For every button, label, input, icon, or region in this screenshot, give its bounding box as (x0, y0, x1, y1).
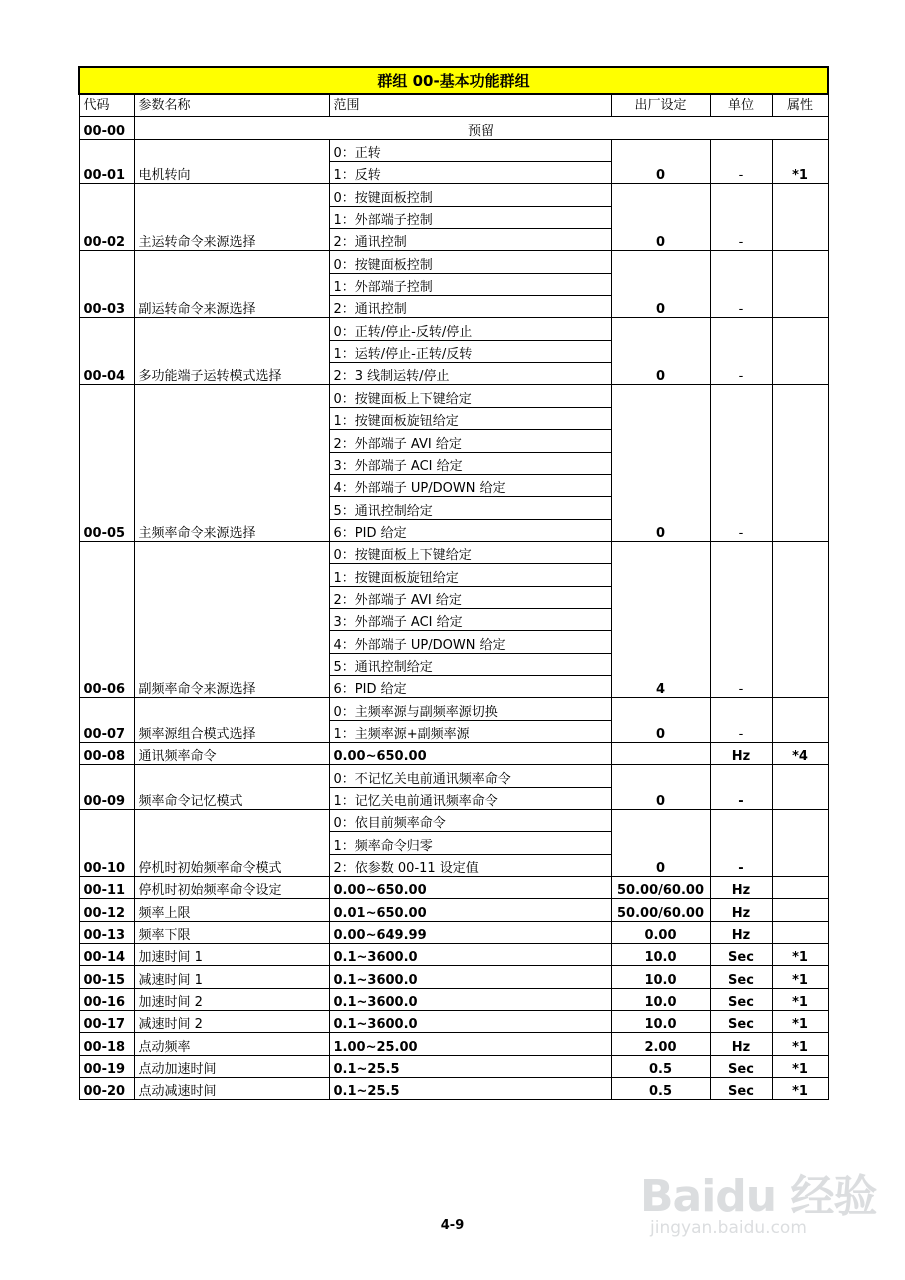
default-value: 0 (611, 251, 710, 318)
page-number: 4-9 (440, 1218, 465, 1233)
attr-value (772, 385, 828, 541)
range-option: 0.1~3600.0 (329, 988, 611, 1010)
range-option: 1：反转 (329, 162, 611, 184)
table-row (79, 318, 828, 340)
range-option: 0.1~25.5 (329, 1078, 611, 1100)
attr-value: *1 (772, 139, 828, 184)
unit-value: - (710, 251, 772, 318)
param-name: 加速时间 1 (134, 944, 329, 966)
table-title-row (79, 67, 828, 94)
header-range: 范围 (329, 94, 611, 117)
param-code: 00-06 (79, 541, 134, 697)
param-name: 减速时间 2 (134, 1011, 329, 1033)
unit-value: Hz (710, 742, 772, 764)
header-default: 出厂设定 (611, 94, 710, 117)
range-option: 1：主频率源+副频率源 (329, 720, 611, 742)
range-option: 1.00~25.00 (329, 1033, 611, 1055)
param-code: 00-17 (79, 1011, 134, 1033)
param-code: 00-04 (79, 318, 134, 385)
param-name: 点动加速时间 (134, 1055, 329, 1077)
range-option: 5：通讯控制给定 (329, 497, 611, 519)
default-value: 0.5 (611, 1055, 710, 1077)
unit-value: - (710, 765, 772, 810)
param-name: 主频率命令来源选择 (134, 385, 329, 541)
param-code: 00-14 (79, 944, 134, 966)
param-code: 00-19 (79, 1055, 134, 1077)
unit-value: - (710, 318, 772, 385)
param-code: 00-03 (79, 251, 134, 318)
param-name: 主运转命令来源选择 (134, 184, 329, 251)
unit-value: Sec (710, 1078, 772, 1100)
range-option: 1：频率命令归零 (329, 832, 611, 854)
table-row (79, 810, 828, 832)
header-row (79, 94, 828, 117)
attr-value: *1 (772, 1033, 828, 1055)
table-row (79, 184, 828, 206)
attr-value (772, 318, 828, 385)
param-name: 减速时间 1 (134, 966, 329, 988)
param-code: 00-12 (79, 899, 134, 921)
unit-value: Hz (710, 921, 772, 943)
attr-value (772, 765, 828, 810)
unit-value: - (710, 184, 772, 251)
range-option: 0.00~650.00 (329, 877, 611, 899)
param-code: 00-05 (79, 385, 134, 541)
table-row (79, 988, 828, 1010)
default-value: 4 (611, 541, 710, 697)
param-name: 频率源组合模式选择 (134, 698, 329, 743)
watermark-logo: Baidu 经验 (640, 1171, 877, 1222)
default-value: 10.0 (611, 1011, 710, 1033)
attr-value (772, 251, 828, 318)
range-option: 2：外部端子 AVI 给定 (329, 430, 611, 452)
unit-value: Sec (710, 966, 772, 988)
table-row (79, 1055, 828, 1077)
range-option: 0.1~25.5 (329, 1055, 611, 1077)
range-option: 2：通讯控制 (329, 229, 611, 251)
param-code: 00-08 (79, 742, 134, 764)
param-code: 00-02 (79, 184, 134, 251)
attr-value: *1 (772, 1055, 828, 1077)
reserved-text: 预留 (134, 117, 828, 139)
default-value: 0 (611, 385, 710, 541)
unit-value: - (710, 541, 772, 697)
watermark-url: jingyan.baidu.com (650, 1218, 807, 1238)
range-option: 0.1~3600.0 (329, 966, 611, 988)
attr-value (772, 899, 828, 921)
range-option: 6：PID 给定 (329, 519, 611, 541)
table-title: 群组 00-基本功能群组 (79, 67, 828, 94)
table-row (79, 921, 828, 943)
table-row (79, 899, 828, 921)
default-value: 0 (611, 810, 710, 877)
param-code: 00-07 (79, 698, 134, 743)
range-option: 1：记忆关电前通讯频率命令 (329, 787, 611, 809)
range-option: 0：依目前频率命令 (329, 810, 611, 832)
range-option: 0：正转/停止-反转/停止 (329, 318, 611, 340)
range-option: 0.01~650.00 (329, 899, 611, 921)
range-option: 6：PID 给定 (329, 675, 611, 697)
unit-value: - (710, 385, 772, 541)
default-value: 50.00/60.00 (611, 899, 710, 921)
param-code: 00-00 (79, 117, 134, 139)
unit-value: Sec (710, 944, 772, 966)
param-name: 电机转向 (134, 139, 329, 184)
range-option: 1：外部端子控制 (329, 273, 611, 295)
param-code: 00-15 (79, 966, 134, 988)
unit-value: Sec (710, 1055, 772, 1077)
range-option: 1：按键面板旋钮给定 (329, 407, 611, 429)
range-option: 2：外部端子 AVI 给定 (329, 586, 611, 608)
default-value: 2.00 (611, 1033, 710, 1055)
range-option: 5：通讯控制给定 (329, 653, 611, 675)
param-name: 副频率命令来源选择 (134, 541, 329, 697)
range-option: 0.00~650.00 (329, 742, 611, 764)
range-option: 3：外部端子 ACI 给定 (329, 608, 611, 630)
unit-value: Sec (710, 988, 772, 1010)
param-name: 通讯频率命令 (134, 742, 329, 764)
range-option: 1：按键面板旋钮给定 (329, 564, 611, 586)
param-code: 00-16 (79, 988, 134, 1010)
unit-value: Hz (710, 1033, 772, 1055)
unit-value: - (710, 810, 772, 877)
param-code: 00-01 (79, 139, 134, 184)
unit-value: - (710, 698, 772, 743)
range-option: 1：外部端子控制 (329, 206, 611, 228)
default-value: 0 (611, 139, 710, 184)
default-value: 10.0 (611, 988, 710, 1010)
parameter-table-body (79, 67, 828, 1100)
header-attr: 属性 (772, 94, 828, 117)
attr-value: *1 (772, 1011, 828, 1033)
attr-value: *1 (772, 988, 828, 1010)
range-option: 2：依参数 00-11 设定值 (329, 854, 611, 876)
default-value: 0.5 (611, 1078, 710, 1100)
param-name: 频率下限 (134, 921, 329, 943)
range-option: 0：按键面板上下键给定 (329, 385, 611, 407)
attr-value (772, 877, 828, 899)
default-value: 0 (611, 765, 710, 810)
header-unit: 单位 (710, 94, 772, 117)
attr-value (772, 184, 828, 251)
table-row (79, 742, 828, 764)
param-name: 多功能端子运转模式选择 (134, 318, 329, 385)
unit-value: - (710, 139, 772, 184)
attr-value: *1 (772, 1078, 828, 1100)
default-value (611, 742, 710, 764)
param-name: 停机时初始频率命令设定 (134, 877, 329, 899)
default-value: 0 (611, 318, 710, 385)
range-option: 0：不记忆关电前通讯频率命令 (329, 765, 611, 787)
param-name: 副运转命令来源选择 (134, 251, 329, 318)
range-option: 2：3 线制运转/停止 (329, 363, 611, 385)
attr-value: *4 (772, 742, 828, 764)
header-code: 代码 (79, 94, 134, 117)
unit-value: Sec (710, 1011, 772, 1033)
param-code: 00-09 (79, 765, 134, 810)
param-code: 00-11 (79, 877, 134, 899)
attr-value: *1 (772, 944, 828, 966)
table-row (79, 1033, 828, 1055)
default-value: 10.0 (611, 966, 710, 988)
range-option: 4：外部端子 UP/DOWN 给定 (329, 474, 611, 496)
baidu-watermark (640, 1140, 880, 1240)
param-code: 00-13 (79, 921, 134, 943)
range-option: 2：通讯控制 (329, 296, 611, 318)
table-row (79, 765, 828, 787)
param-name: 停机时初始频率命令模式 (134, 810, 329, 877)
default-value: 0 (611, 184, 710, 251)
range-option: 0.1~3600.0 (329, 1011, 611, 1033)
param-code: 00-18 (79, 1033, 134, 1055)
table-row (79, 1011, 828, 1033)
param-code: 00-10 (79, 810, 134, 877)
table-row (79, 966, 828, 988)
range-option: 1：运转/停止-正转/反转 (329, 340, 611, 362)
param-name: 频率命令记忆模式 (134, 765, 329, 810)
range-option: 0：正转 (329, 139, 611, 161)
table-row (79, 944, 828, 966)
attr-value (772, 921, 828, 943)
table-row (79, 139, 828, 161)
range-option: 0.1~3600.0 (329, 944, 611, 966)
param-code: 00-20 (79, 1078, 134, 1100)
table-row (79, 385, 828, 407)
attr-value (772, 541, 828, 697)
unit-value: Hz (710, 877, 772, 899)
range-option: 0.00~649.99 (329, 921, 611, 943)
range-option: 0：按键面板上下键给定 (329, 541, 611, 563)
default-value: 0.00 (611, 921, 710, 943)
default-value: 10.0 (611, 944, 710, 966)
attr-value (772, 698, 828, 743)
range-option: 0：主频率源与副频率源切换 (329, 698, 611, 720)
table-row (79, 698, 828, 720)
header-name: 参数名称 (134, 94, 329, 117)
range-option: 0：按键面板控制 (329, 184, 611, 206)
param-name: 加速时间 2 (134, 988, 329, 1010)
param-name: 点动减速时间 (134, 1078, 329, 1100)
attr-value (772, 810, 828, 877)
range-option: 3：外部端子 ACI 给定 (329, 452, 611, 474)
table-row (79, 1078, 828, 1100)
reserved-row (79, 117, 828, 139)
range-option: 0：按键面板控制 (329, 251, 611, 273)
default-value: 50.00/60.00 (611, 877, 710, 899)
table-row (79, 251, 828, 273)
attr-value: *1 (772, 966, 828, 988)
unit-value: Hz (710, 899, 772, 921)
param-name: 频率上限 (134, 899, 329, 921)
parameter-table (78, 66, 829, 1100)
table-row (79, 877, 828, 899)
default-value: 0 (611, 698, 710, 743)
param-name: 点动频率 (134, 1033, 329, 1055)
table-row (79, 541, 828, 563)
range-option: 4：外部端子 UP/DOWN 给定 (329, 631, 611, 653)
